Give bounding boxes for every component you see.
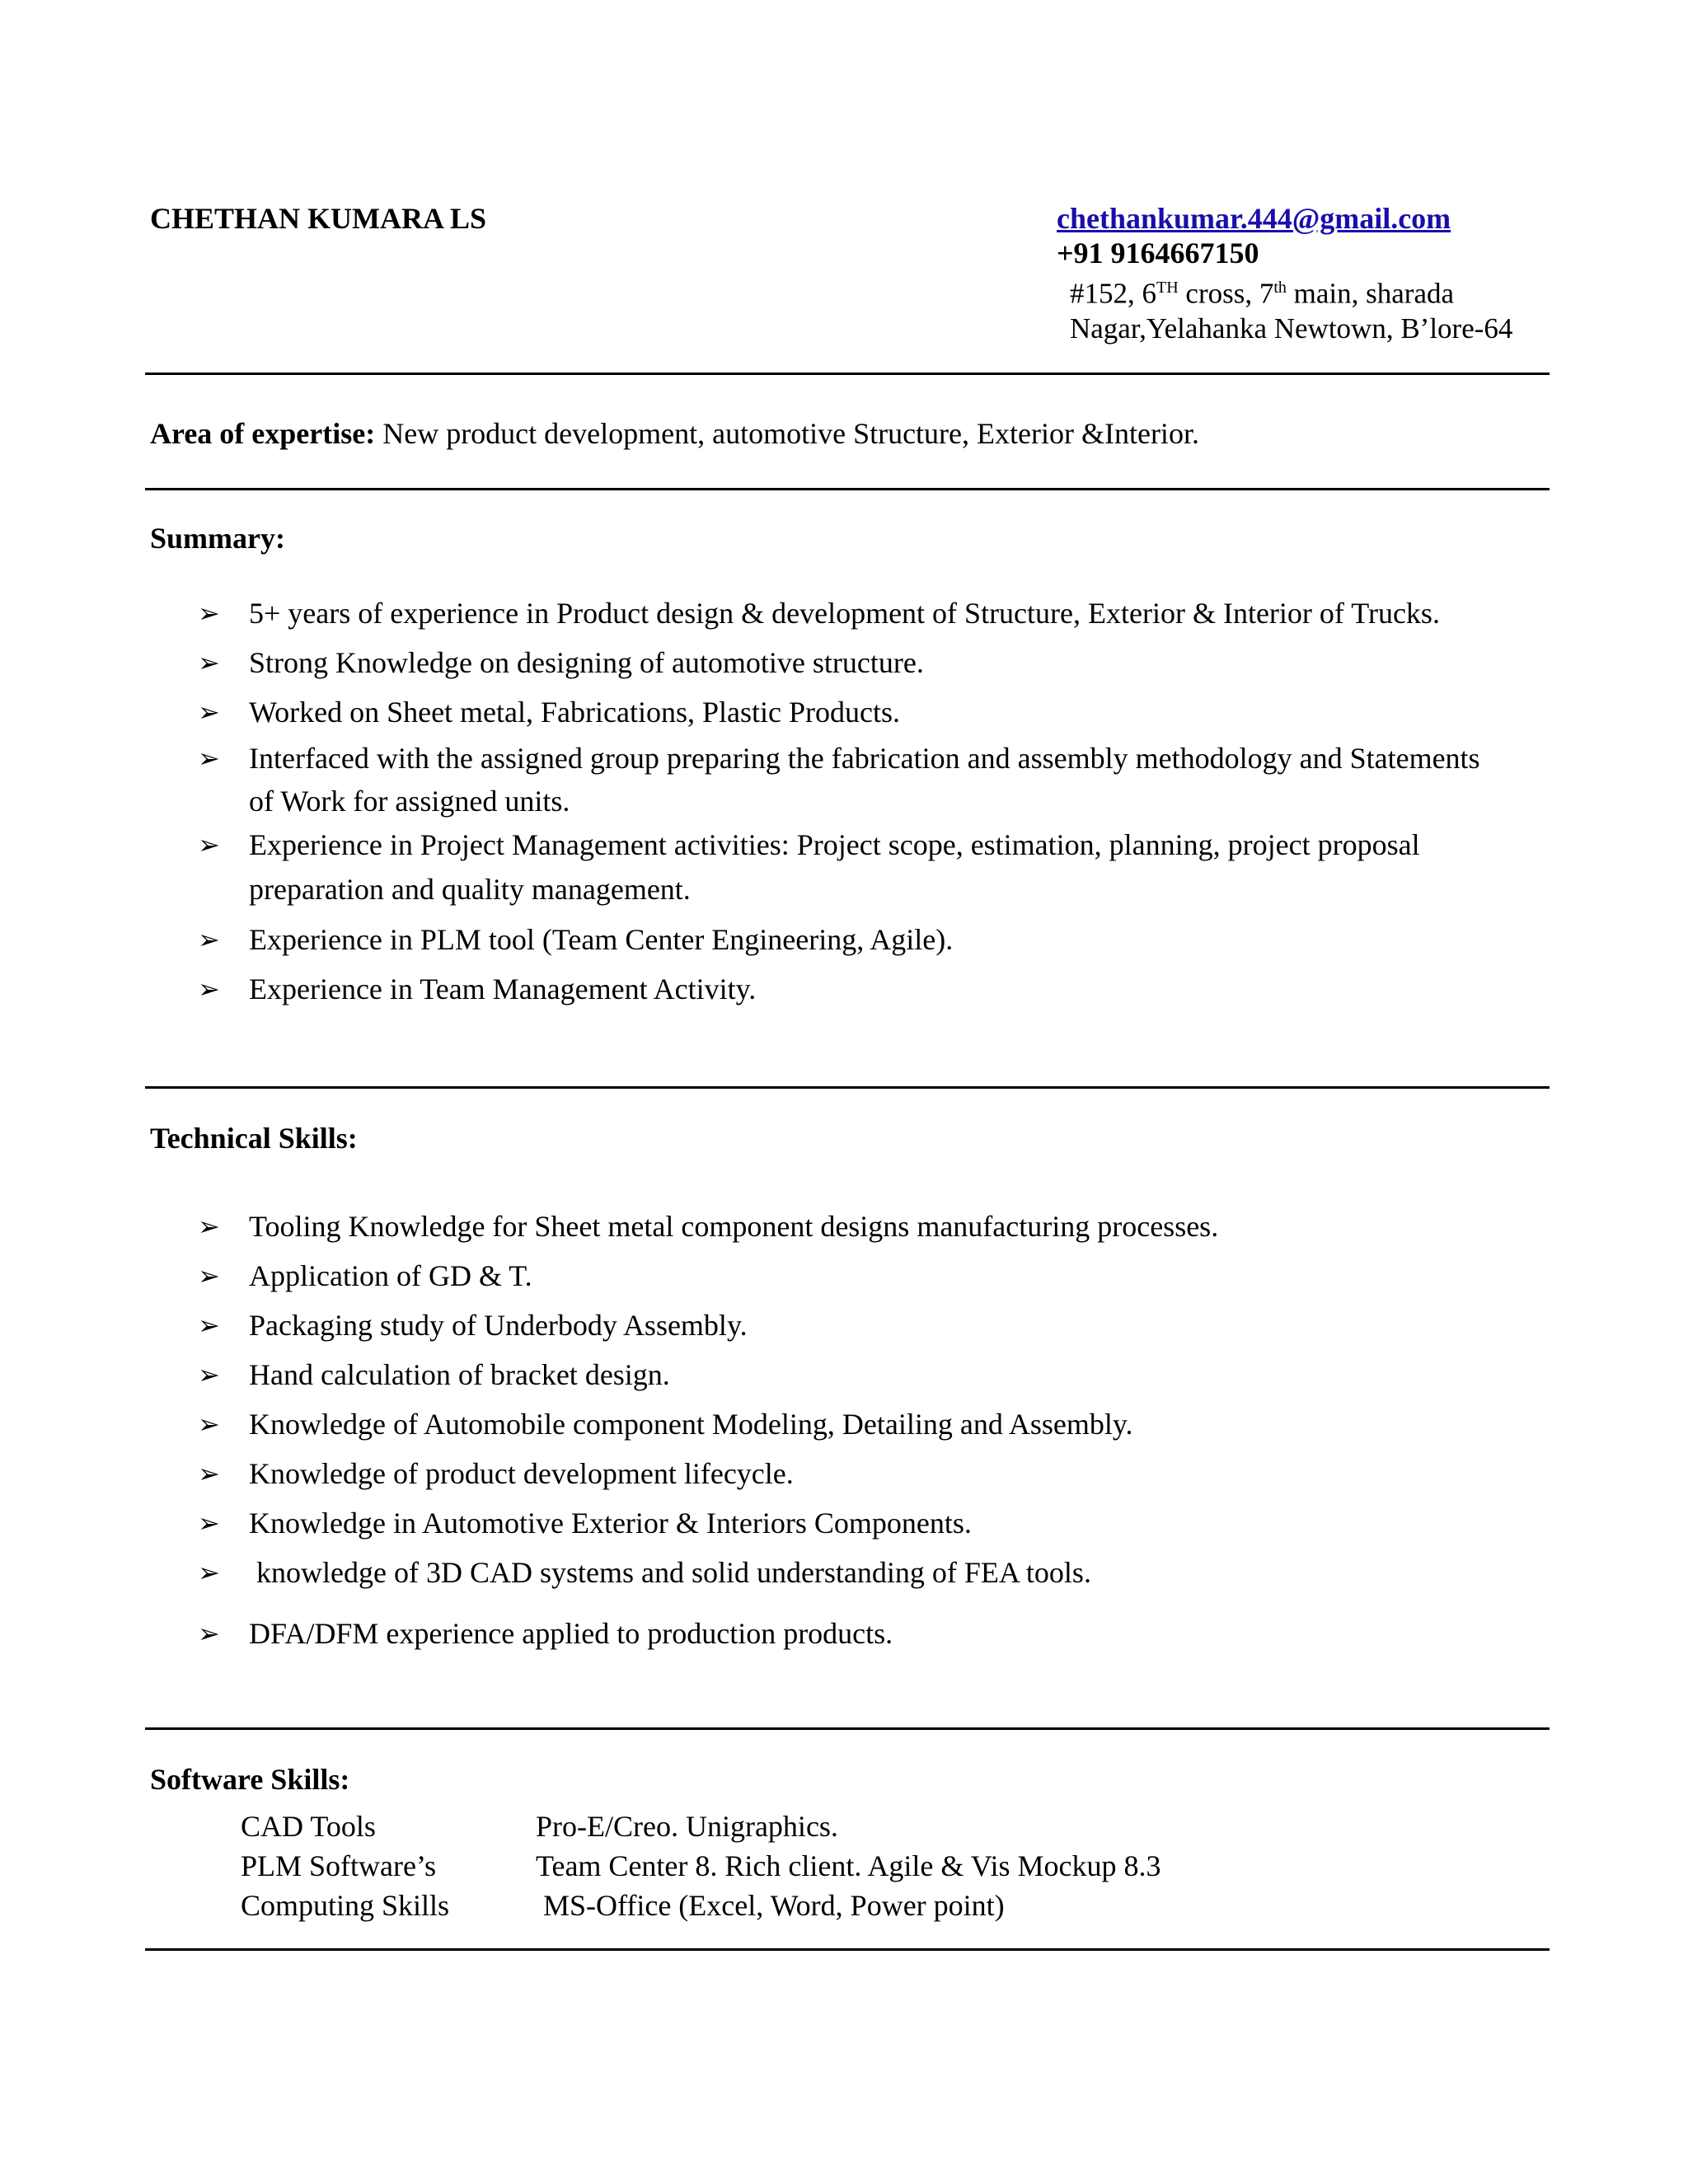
arrow-bullet-icon: ➢ [198, 1458, 220, 1489]
arrow-bullet-icon: ➢ [198, 1260, 220, 1291]
table-row [241, 1886, 1161, 1925]
candidate-name: CHETHAN KUMARA LS [150, 202, 487, 235]
software-skill-category: PLM Software’s [241, 1849, 436, 1882]
expertise-label: Area of expertise: [150, 417, 376, 450]
divider [145, 1086, 1550, 1089]
technical-skills-heading: Technical Skills: [150, 1122, 358, 1155]
arrow-bullet-icon: ➢ [198, 1359, 220, 1390]
list-item: ➢ Strong Knowledge on designing of automotive structure. [198, 638, 1550, 687]
list-item: ➢ Interfaced with the assigned group preparing the fabrication and assembly methodology and Statements of Work for assigned units. [198, 737, 1550, 823]
software-skills-table [241, 1807, 1161, 1925]
summary-list [198, 588, 1550, 1014]
software-skill-value: Pro-E/Creo. Unigraphics. [536, 1810, 838, 1843]
list-item: ➢ Experience in Project Management activities: Project scope, estimation, planning, project proposal preparation and quality management. [198, 823, 1550, 912]
arrow-bullet-icon: ➢ [198, 1507, 220, 1539]
expertise-line [150, 416, 1199, 451]
arrow-bullet-icon: ➢ [198, 647, 220, 678]
expertise-text: New product development, automotive Structure, Exterior &Interior. [375, 417, 1199, 450]
software-skill-category: Computing Skills [241, 1889, 450, 1922]
arrow-bullet-icon: ➢ [198, 743, 220, 774]
email-link[interactable]: chethankumar.444@gmail.com [1057, 202, 1451, 235]
arrow-bullet-icon: ➢ [198, 829, 220, 860]
list-item: ➢ Knowledge of product development lifecycle. [198, 1449, 1550, 1498]
list-item: ➢ DFA/DFM experience applied to production products. [198, 1609, 1550, 1658]
list-item: ➢ Tooling Knowledge for Sheet metal component designs manufacturing processes. [198, 1202, 1550, 1251]
list-item: ➢ Hand calculation of bracket design. [198, 1350, 1550, 1399]
software-skill-value: MS-Office (Excel, Word, Power point) [536, 1889, 1005, 1922]
arrow-bullet-icon: ➢ [198, 1557, 220, 1588]
arrow-bullet-icon: ➢ [198, 924, 220, 955]
address-line-2: Nagar,Yelahanka Newtown, B’lore-64 [1070, 312, 1513, 344]
divider [145, 488, 1550, 490]
technical-skills-list [198, 1202, 1550, 1658]
arrow-bullet-icon: ➢ [198, 1211, 220, 1242]
list-item: ➢ Knowledge in Automotive Exterior & Interiors Components. [198, 1498, 1550, 1548]
divider [145, 1727, 1550, 1730]
arrow-bullet-icon: ➢ [198, 1310, 220, 1341]
list-item: ➢ 5+ years of experience in Product design & development of Structure, Exterior & Interior of Trucks. [198, 588, 1550, 638]
list-item: ➢ Application of GD & T. [198, 1251, 1550, 1301]
software-skill-category: CAD Tools [241, 1810, 376, 1843]
list-item: ➢ Worked on Sheet metal, Fabrications, Plastic Products. [198, 687, 1550, 737]
divider [145, 1948, 1550, 1951]
arrow-bullet-icon: ➢ [198, 598, 220, 629]
divider [145, 373, 1550, 375]
software-skills-heading: Software Skills: [150, 1763, 350, 1796]
arrow-bullet-icon: ➢ [198, 1618, 220, 1649]
contact-block [1057, 201, 1512, 346]
list-item: ➢ Experience in PLM tool (Team Center Engineering, Agile). [198, 915, 1550, 964]
phone-number: +91 9164667150 [1057, 237, 1259, 269]
list-item: ➢ Knowledge of Automobile component Modeling, Detailing and Assembly. [198, 1399, 1550, 1449]
address-line-1: #152, 6TH cross, 7th main, sharada [1070, 277, 1455, 310]
arrow-bullet-icon: ➢ [198, 696, 220, 728]
list-item: ➢ Packaging study of Underbody Assembly. [198, 1301, 1550, 1350]
arrow-bullet-icon: ➢ [198, 1408, 220, 1440]
list-item: ➢ Experience in Team Management Activity. [198, 964, 1550, 1014]
table-row [241, 1807, 1161, 1846]
software-skill-value: Team Center 8. Rich client. Agile & Vis Mockup 8.3 [536, 1849, 1161, 1882]
summary-heading: Summary: [150, 522, 285, 555]
table-row [241, 1846, 1161, 1886]
arrow-bullet-icon: ➢ [198, 973, 220, 1005]
list-item: ➢ knowledge of 3D CAD systems and solid understanding of FEA tools. [198, 1548, 1550, 1597]
